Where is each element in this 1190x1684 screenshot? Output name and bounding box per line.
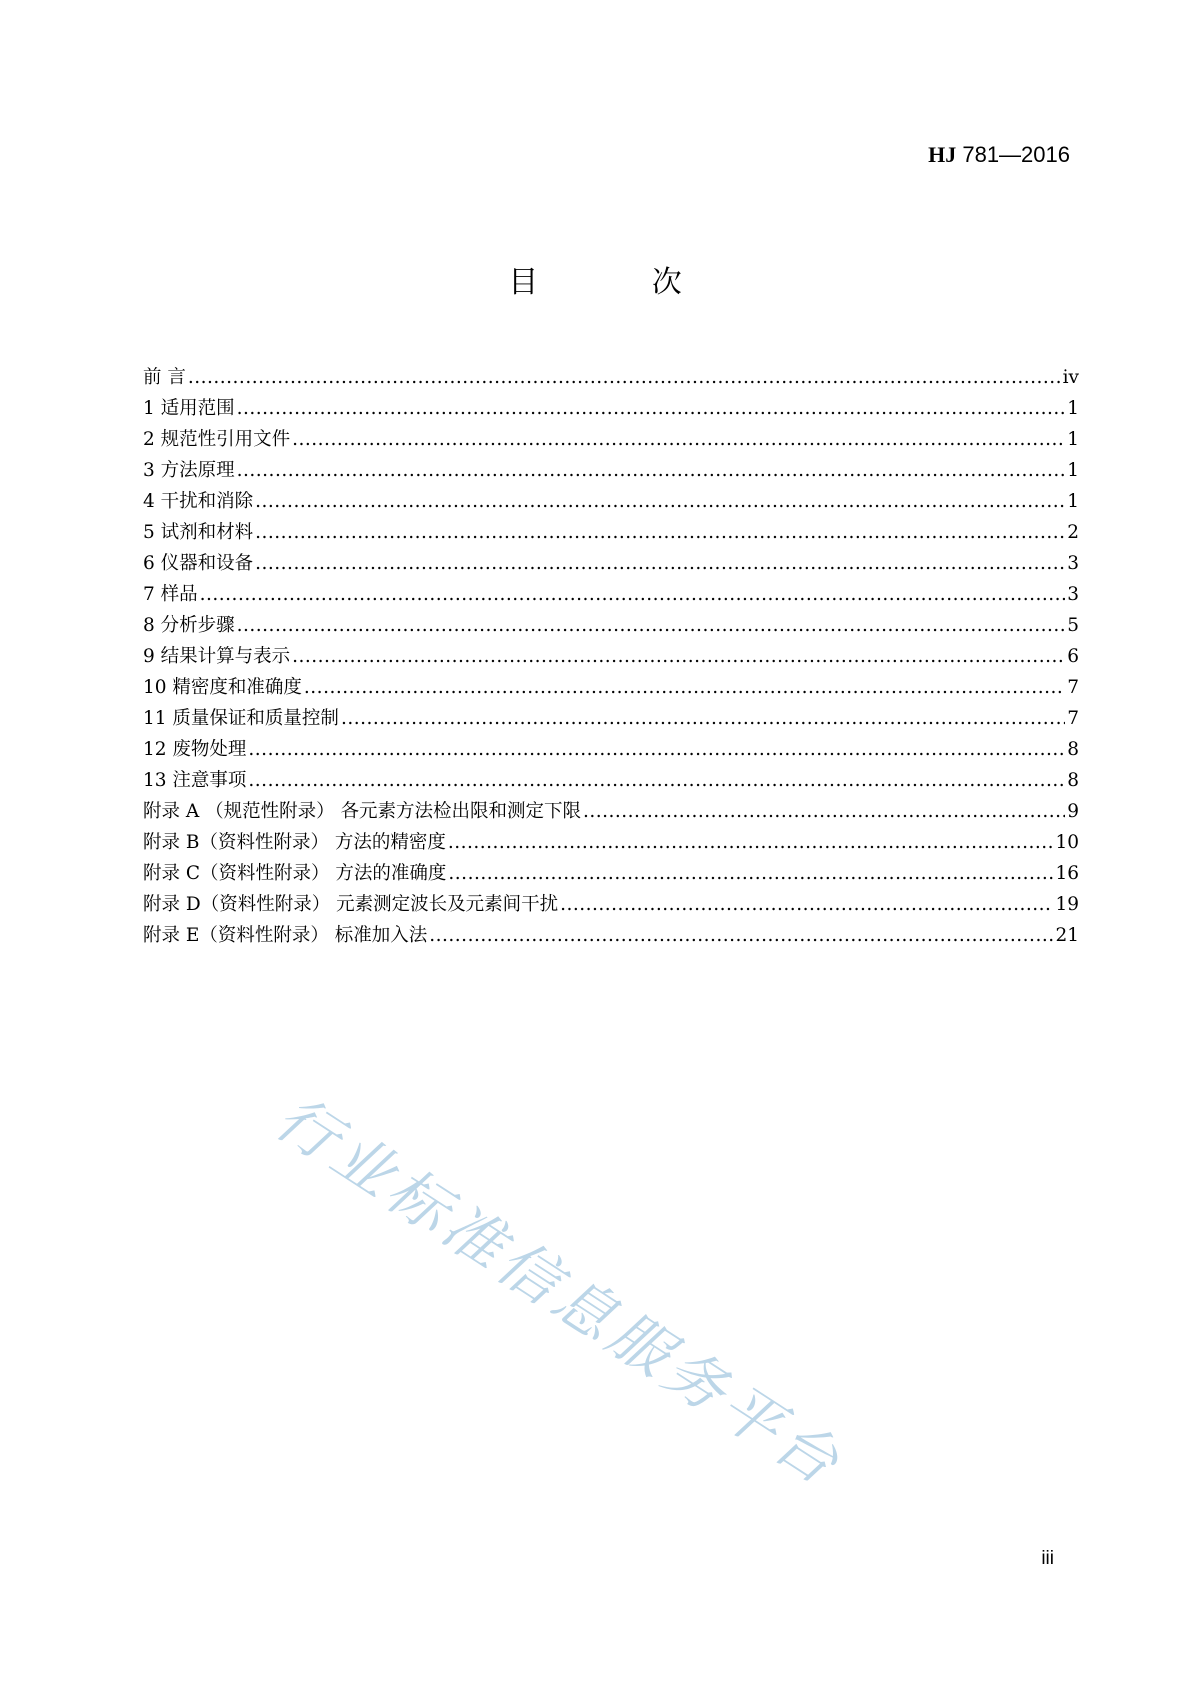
toc-entry[interactable] <box>143 517 1079 548</box>
toc-entry-label: 6 仪器和设备 <box>143 553 254 574</box>
toc-entry-page: 3 <box>1067 584 1079 605</box>
toc-entry-page: 3 <box>1067 553 1079 574</box>
toc-entry-label: 3 方法原理 <box>143 460 235 481</box>
toc-entry[interactable] <box>143 486 1079 517</box>
dot-leader <box>237 610 1066 641</box>
toc-entry-page: 5 <box>1067 615 1079 636</box>
toc-entry-page: 19 <box>1055 894 1079 915</box>
dot-leader <box>237 455 1066 486</box>
toc-entry-page: 1 <box>1067 460 1079 481</box>
toc-entry[interactable] <box>143 610 1079 641</box>
dot-leader <box>248 765 1065 796</box>
dot-leader <box>448 827 1054 858</box>
dot-leader <box>341 703 1065 734</box>
dot-leader <box>255 486 1065 517</box>
toc-entry-label: 附录 D（资料性附录） 元素测定波长及元素间干扰 <box>143 894 559 915</box>
toc-entry-label: 5 试剂和材料 <box>143 522 254 543</box>
toc-entry-page: iv <box>1062 367 1079 388</box>
toc-entry-page: 1 <box>1067 429 1079 450</box>
toc-entry-label: 附录 C（资料性附录） 方法的准确度 <box>143 863 447 884</box>
toc-entry[interactable] <box>143 672 1079 703</box>
toc-entry[interactable] <box>143 827 1079 858</box>
dot-leader <box>237 393 1066 424</box>
toc-entry-page: 1 <box>1067 491 1079 512</box>
toc-entry[interactable] <box>143 796 1079 827</box>
watermark: 行业标准信息服务平台 <box>263 1082 855 1502</box>
standard-number: 781—2016 <box>962 142 1070 167</box>
dot-leader <box>304 672 1065 703</box>
dot-leader <box>448 858 1053 889</box>
toc-entry-page: 6 <box>1067 646 1079 667</box>
toc-entry-label: 7 样品 <box>143 584 198 605</box>
toc-entry-label: 12 废物处理 <box>143 739 247 760</box>
toc-entry[interactable] <box>143 703 1079 734</box>
toc-entry-label: 9 结果计算与表示 <box>143 646 291 667</box>
toc-entry-page: 9 <box>1067 801 1079 822</box>
toc-entry-label: 1 适用范围 <box>143 398 235 419</box>
toc-entry-page: 8 <box>1067 770 1079 791</box>
dot-leader <box>255 517 1065 548</box>
dot-leader <box>560 889 1053 920</box>
toc-entry[interactable] <box>143 889 1079 920</box>
toc-entry[interactable] <box>143 734 1079 765</box>
toc-entry[interactable] <box>143 579 1079 610</box>
toc-entry[interactable] <box>143 548 1079 579</box>
toc-entry[interactable] <box>143 920 1079 951</box>
dot-leader <box>292 424 1065 455</box>
toc-entry-label: 附录 A （规范性附录） 各元素方法检出限和测定下限 <box>143 801 582 822</box>
dot-leader <box>255 548 1065 579</box>
toc-entry[interactable] <box>143 858 1079 889</box>
toc-entry-label: 13 注意事项 <box>143 770 247 791</box>
toc-entry-label: 附录 B（资料性附录） 方法的精密度 <box>143 832 446 853</box>
toc-entry-page: 10 <box>1055 832 1079 853</box>
toc-entry-label: 8 分析步骤 <box>143 615 235 636</box>
toc-entry[interactable] <box>143 362 1079 393</box>
toc-entry-label: 前 言 <box>143 367 186 388</box>
toc-entry-page: 16 <box>1055 863 1079 884</box>
toc-entry[interactable] <box>143 641 1079 672</box>
dot-leader <box>248 734 1065 765</box>
toc-entry-label: 4 干扰和消除 <box>143 491 254 512</box>
dot-leader <box>292 641 1065 672</box>
page-title: 目 次 <box>508 265 734 300</box>
standard-prefix: HJ <box>928 142 957 167</box>
toc-entry[interactable] <box>143 455 1079 486</box>
toc-entry-page: 2 <box>1067 522 1079 543</box>
toc-entry-label: 10 精密度和准确度 <box>143 677 302 698</box>
toc-entry-page: 7 <box>1067 708 1079 729</box>
dot-leader <box>200 579 1066 610</box>
toc-entry-page: 8 <box>1067 739 1079 760</box>
toc-entry[interactable] <box>143 424 1079 455</box>
dot-leader <box>188 362 1061 393</box>
toc-entry-label: 2 规范性引用文件 <box>143 429 291 450</box>
dot-leader <box>583 796 1065 827</box>
dot-leader <box>429 920 1053 951</box>
toc-entry[interactable] <box>143 765 1079 796</box>
toc-entry-label: 11 质量保证和质量控制 <box>143 708 339 729</box>
toc-entry-label: 附录 E（资料性附录） 标准加入法 <box>143 925 428 946</box>
toc-entry-page: 21 <box>1055 925 1079 946</box>
page-number: iii <box>1041 1548 1054 1569</box>
standard-code <box>928 142 1070 168</box>
toc-entry-page: 7 <box>1067 677 1079 698</box>
toc-entry[interactable] <box>143 393 1079 424</box>
table-of-contents <box>143 362 1079 951</box>
toc-entry-page: 1 <box>1067 398 1079 419</box>
